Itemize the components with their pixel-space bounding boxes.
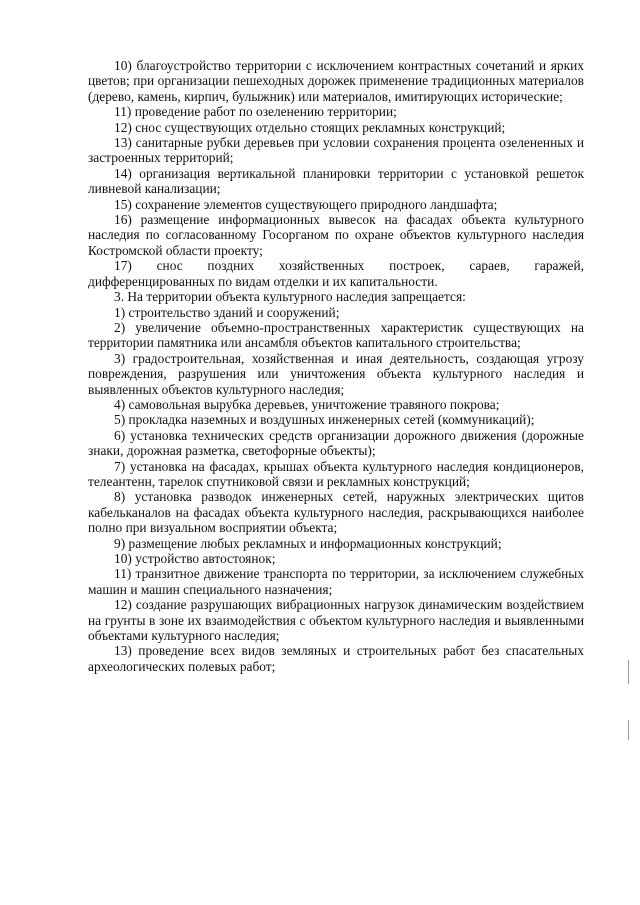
paragraph-item-17: 17) снос поздних хозяйственных построек, сараев, гаражей, дифференцированных по видам отделки и их капитальности. — [88, 258, 584, 289]
prohibition-item-2: 2) увеличение объемно-пространственных характеристик существующих на территории памятника или ансамбля объектов капитального строительства; — [88, 319, 584, 351]
paragraph-item-12: 12) снос существующих отдельно стоящих рекламных конструкций; — [114, 119, 506, 135]
paragraph-item-11: 11) проведение работ по озеленению территории; — [114, 104, 397, 120]
prohibition-item-13: 13) проведение всех видов земляных и строительных работ без спасательных археологических полевых работ; — [88, 643, 584, 674]
prohibition-item-4: 4) самовольная вырубка деревьев, уничтожение травяного покрова; — [114, 396, 500, 412]
prohibition-item-7: 7) установка на фасадах, крышах объекта культурного наследия кондиционеров, телеантенн, тарелок спутниковой связи и рекламных конструкций; — [88, 458, 584, 489]
prohibition-item-11: 11) транзитное движение транспорта по территории, за исключением служебных машин и машин специального назначения; — [88, 566, 584, 597]
paragraph-item-15: 15) сохранение элементов существующего природного ландшафта; — [114, 196, 498, 212]
paragraph-item-16: 16) размещение информационных вывесок на фасадах объекта культурного наследия по согласованному Госорганом по охране объектов культурного наследия Костромской области проекту; — [88, 212, 584, 258]
document-text — [88, 58, 584, 674]
prohibition-item-12: 12) создание разрушающих вибрационных нагрузок динамическим воздействием на грунты в зоне их взаимодействия с объектом культурного наследия и выявленными объектами культурного наследия; — [88, 597, 584, 644]
section-heading-3: 3. На территории объекта культурного наследия запрещается: — [114, 289, 466, 305]
paragraph-item-14: 14) организация вертикальной планировки территории с установкой решеток ливневой канализации; — [88, 165, 584, 197]
scan-edge-mark-bottom — [628, 720, 629, 740]
prohibition-item-6: 6) установка технических средств организации дорожного движения (дорожные знаки, дорожная разметка, светофорные объекты); — [88, 427, 584, 459]
prohibition-item-9: 9) размещение любых рекламных и информационных конструкций; — [114, 535, 502, 551]
prohibition-item-5: 5) прокладка наземных и воздушных инженерных сетей (коммуникаций); — [114, 412, 535, 428]
scan-edge-mark-top — [628, 660, 629, 684]
paragraph-item-13: 13) санитарные рубки деревьев при условии сохранения процента озелененных и застроенных территорий; — [88, 135, 584, 166]
prohibition-item-10: 10) устройство автостоянок; — [114, 551, 276, 566]
paragraph-item-10: 10) благоустройство территории с исключением контрастных сочетаний и ярких цветов; при организации пешеходных дорожек применение традиционных материалов (дерево, камень, кирпич, булыжник) или материалов, имитирующих исторические; — [88, 58, 584, 104]
prohibition-item-3: 3) градостроительная, хозяйственная и иная деятельность, создающая угрозу повреждения, разрушения или уничтожения объекта культурного наследия и выявленных объектов культурного наследия; — [88, 350, 584, 397]
prohibition-item-1: 1) строительство зданий и сооружений; — [114, 304, 340, 320]
prohibition-item-8: 8) установка разводок инженерных сетей, наружных электрических щитов кабельканалов на фасадах объекта культурного наследия, раскрывающихся наиболее полно при визуальном восприятии объекта; — [88, 489, 584, 536]
